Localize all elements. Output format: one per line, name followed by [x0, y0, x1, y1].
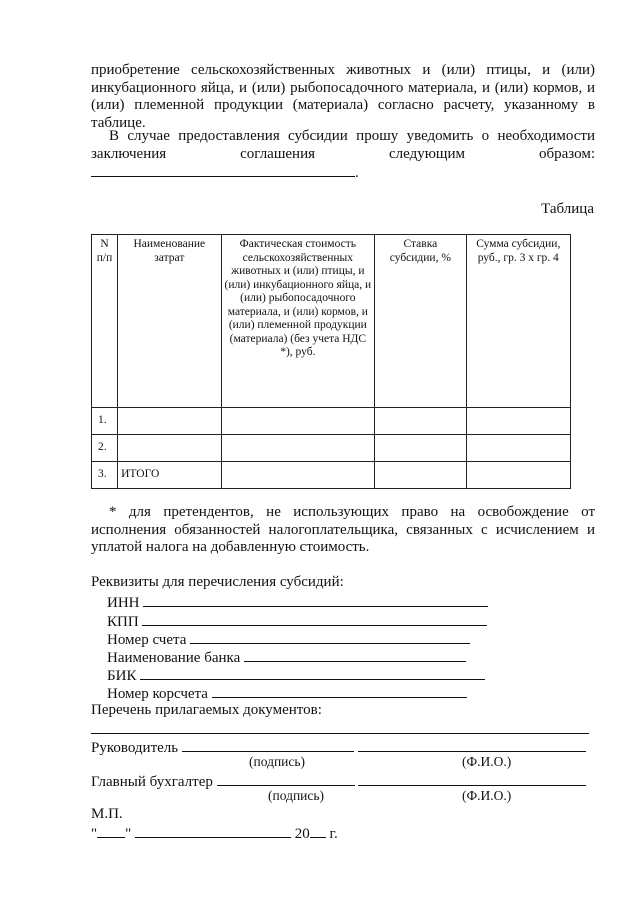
date-month-field[interactable]	[135, 824, 291, 838]
notify-paragraph	[91, 128, 595, 163]
head-name-field[interactable]	[358, 738, 586, 752]
row-num: 3.	[92, 462, 118, 489]
row-cell[interactable]	[375, 408, 466, 435]
requisites-title: Реквизиты для перечисления субсидий:	[91, 574, 344, 590]
row-name: ИТОГО	[118, 462, 221, 489]
documents-label: Перечень прилагаемых документов:	[91, 702, 322, 718]
row-num: 2.	[92, 435, 118, 462]
corr-account-field[interactable]	[212, 684, 467, 698]
row-cell[interactable]	[466, 435, 570, 462]
bank-label: Наименование банка	[107, 650, 241, 666]
header-cost-name: Наименование затрат	[118, 235, 221, 408]
head-signature-hint: (подпись)	[249, 754, 306, 769]
table-caption: Таблица	[541, 201, 594, 217]
bank-field[interactable]	[244, 648, 466, 662]
bik-field[interactable]	[140, 666, 485, 680]
inn-field[interactable]	[143, 593, 488, 607]
row-cell[interactable]	[221, 435, 375, 462]
intro-paragraph	[91, 62, 595, 132]
stamp-label: М.П.	[91, 806, 123, 822]
head-signature-line	[91, 738, 586, 757]
notify-tail: .	[355, 165, 359, 181]
footnote-paragraph	[91, 504, 595, 557]
date-year-field[interactable]	[310, 824, 326, 838]
date-quote-open: "	[91, 826, 98, 842]
row-cell[interactable]	[221, 462, 375, 489]
intro-text: приобретение сельскохозяйственных животных и (или) птицы, и (или) инкубационного яйца, и (или) рыбопосадочного материала, и (или) кормов, и (или) племенной продукции (материала) согласно расчету, указанному в таблице.	[91, 62, 595, 131]
corr-account-label: Номер корсчета	[107, 686, 208, 702]
account-line	[107, 630, 470, 649]
head-signature-field[interactable]	[182, 738, 354, 752]
bik-label: БИК	[107, 668, 137, 684]
header-actual-cost: Фактическая стоимость сельскохозяйственных животных и (или) птицы, и (или) инкубационного яйца, и (или) рыбопосадочного материала, и (или) кормов, и (или) племенной продукции (материала) (без учета НДС *), руб.	[221, 235, 375, 408]
row-cell[interactable]	[466, 462, 570, 489]
notify-text: В случае предоставления субсидии прошу уведомить о необходимости заключения соглашения следующим образом:	[91, 128, 595, 162]
row-name[interactable]	[118, 408, 221, 435]
header-subsidy-sum: Сумма субсидии, руб., гр. 3 x гр. 4	[466, 235, 570, 408]
bank-line	[107, 648, 466, 667]
accountant-signature-line	[91, 772, 586, 791]
date-year-suffix: г.	[329, 826, 338, 842]
date-year-prefix: 20	[294, 826, 310, 842]
corr-account-line	[107, 684, 467, 703]
account-field[interactable]	[190, 630, 470, 644]
date-day-field[interactable]	[97, 824, 125, 838]
table-header-row	[92, 235, 571, 408]
notify-blank	[91, 163, 355, 177]
row-name[interactable]	[118, 435, 221, 462]
head-label: Руководитель	[91, 740, 179, 756]
account-label: Номер счета	[107, 632, 187, 648]
accountant-signature-hint: (подпись)	[268, 788, 325, 803]
kpp-label: КПП	[107, 614, 139, 630]
row-num: 1.	[92, 408, 118, 435]
inn-label: ИНН	[107, 595, 140, 611]
row-cell[interactable]	[375, 435, 466, 462]
header-num: N п/п	[92, 235, 118, 408]
table-row	[92, 462, 571, 489]
row-cell[interactable]	[375, 462, 466, 489]
date-quote-close: "	[125, 826, 132, 842]
subsidy-table	[91, 234, 571, 489]
notify-blank-line	[91, 163, 359, 182]
header-rate: Ставка субсидии, %	[375, 235, 466, 408]
documents-field[interactable]	[91, 720, 589, 734]
table-row	[92, 435, 571, 462]
kpp-line	[107, 612, 487, 631]
date-line	[91, 824, 338, 843]
head-name-hint: (Ф.И.О.)	[462, 754, 512, 769]
footnote-text: * для претендентов, не использующих право на освобождение от исполнения обязанностей налогоплательщика, связанных с исчислением и уплатой налога на добавленную стоимость.	[91, 504, 595, 555]
row-cell[interactable]	[466, 408, 570, 435]
documents-line	[91, 720, 589, 739]
accountant-name-field[interactable]	[358, 772, 586, 786]
kpp-field[interactable]	[142, 612, 487, 626]
accountant-name-hint: (Ф.И.О.)	[462, 788, 512, 803]
row-cell[interactable]	[221, 408, 375, 435]
table-row	[92, 408, 571, 435]
inn-line	[107, 593, 488, 612]
accountant-label: Главный бухгалтер	[91, 774, 213, 790]
bik-line	[107, 666, 485, 685]
accountant-signature-field[interactable]	[217, 772, 355, 786]
